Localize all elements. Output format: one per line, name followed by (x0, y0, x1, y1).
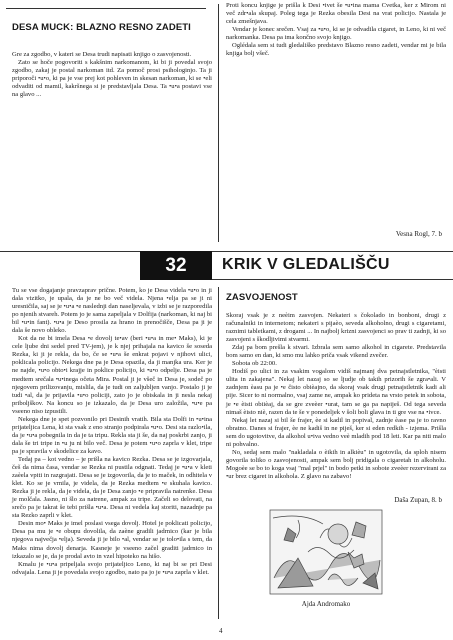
paragraph: Gre za zgodbo, v kateri se Desa trudi napisati knjigo o zasvojenosti. (12, 51, 192, 58)
article-body-krik (12, 287, 212, 577)
section-title: KRIK V GLEDALIŠČU (222, 256, 390, 273)
paragraph: Zdaj pa bom prešla k stvari. Izbrala sem samo alkohol in cigarete. Predstavila bom samo en dan, ki smo mu lahko priča vsak vikend zvečer. (226, 344, 446, 360)
banner-rule-left (0, 251, 140, 252)
signature-vesna: Vesna Rogl, 7. b (395, 230, 442, 238)
paragraph: Zato se hoče pogovoriti s kakšnim narkomanom, ki bi ji povedal svojo zgodbo, zakaj je postal narkoman itd. Za pomoč prosi psihologinjo. Ta ji priporoči •u•o, ki pa je vse prej kot pohleven in skesan narkoman, ki se •eli odvaditi od mamil, kakršnega si je predstavljala Desa. Ta •u•a postavi vse na glavo ... (12, 59, 212, 99)
paragraph: Hodiš po ulici in za vsakim vogalom vidiš najmanj dva petnajstletnika, "èisti ulita in zakajena". Nekaj let nazaj so se ljudje ob takih prizorih še zgra•ali. V zadnjem èasu pa je •e čisto obièajno, da skoraj vsak drugi petnajstletnik kadi ali pije. Sicer to ni normalno, vsaj zame ne, ampak ko prideta na vrsto petek in sobota, je •e èisti obiièaj, da se gre zveèer •urat, tam se ga pa napiješ. Od tega seveda nimaš èisto niè, razen da te še v ponedeljek v šoli boli glava in ti gre vse na •ivce. (226, 368, 446, 416)
banner-rule-right-bottom (212, 279, 453, 280)
article-body-blazno-resno (12, 51, 212, 99)
page-number: 4 (219, 627, 223, 635)
paragraph: Nekaj let nazaj si bil še frajer, èe si kadil in popival, zadnje èase pa je to ravno obratno. Danes si frajer, èe ne kadiš in ne piješ, ker si eden redkih - izjema. Prišla sem do ugotovitve, da alkohol u•iva vedno veè mladih pod 18 leti. Kar pa niti malo ni pohvalno. (226, 416, 446, 448)
paragraph: Desin mo• Maks je imel poslasi vsega dovolj. Hotel je poklicati policijo, Desa pa mu je •e obupu dovolila, da zaène gradili jadrnico (kar je bila njegova največja •elja). Seveda ji je bilo •al, vendar se je tolo•ila s tem, da Maks nima dovolj denarja. Kasneje je vseeno začel graditi jadrnico in izkazalo se je, da je prodal avto in vzel hipoteko na hišo. (12, 520, 212, 560)
article-body-zasvojenost (226, 312, 446, 481)
top-rule-left (6, 8, 206, 9)
article-heading-zasvojenost: ZASVOJENOST (226, 292, 298, 303)
paragraph: Skoraj vsak je z neèim zasvojen. Nekateri s čokolado in bonboni, drugi z računalniki in internetom; nekateri s pijaèo, seveda alkoholno, drugi s cigaretami, raznimi tabletkami, z drogami ... In najbolj krizni zasvojenci so prav ti zadnji, ki so zasvojeni s škodljivimi stvarmi. (226, 312, 446, 344)
paragraph: Oglédala sem si tudi gledališko predstavo Blazno resno zadeti, vendar mi je bila knjiga bolj všeč. (226, 42, 446, 58)
paragraph: Proti koncu knjige je prišla k Desi •ivet še •u•ina mama Cvetka, ker z Mirom ni več zdr•ala skupaj. Poleg tega je Rezka obesila Desi na vrat policijo. Nastala je cela zmešnjava. (226, 2, 446, 26)
column-divider-top (218, 4, 219, 242)
paragraph: Nekega dne je spet pozvonilo pri Desinih vratih. Bila sta Dolfi in •u•ina prijateljica Lena, ki sta vsak z eno stranjo podpirala •u•o. Desi sta razlo•ila, da je •u•a pobegnila in da je ta tripu. Rekla sta ji še, da naj poskrbi zanjo, ji dala še tri tripe in •u ju ni bilo več. Desa je potem •u•o zaprla v klet, tripe pa je spravila v skodelice za kavo. (12, 415, 212, 455)
paragraph: Kot da ne bi imela Desa •e dovolj te•av (beri •u•a in me• Maks), ki je cele ljube dni sedel pred TV-jem), je k njej prihajala na kavico še soseda Rezka, ki ji je rekla, da bo, če se •u•a še enkrat pojavi v njihovi ulici, poklicala policijo. Nekega dne pa je Desa opazila, da ji manjka ura. Ker je ne najde, •u•o obto•i krajje in poklice policijo, ki •u•o odpelje. Desa pa je medtem srečala •u•inega očeta Mira. Postal ji je všeč in Desa je, sodeč po njegovem prilizovanju, mislila, da je tudi on zaljubljen vanjo. Postalo ji je tudi •al, da je prijavila •u•o policiji, zato jo je obiskala in ji nesla nekaj priboljškov. Na koncu so je izkazalo, da je Desa uro založila, •u•e pa vseeno niso izpustili. (12, 335, 212, 415)
article-heading-blazno-resno: DESA MUCK: BLAZNO RESNO ZADETI (12, 22, 191, 33)
paragraph: Kmalu je •u•a pripeljala svojo prijateljico Leno, ki naj bi se pri Desi odvajala. Lena ji je povedala svojo zgodbo, nato pa jo je •u•a zaprla v klet. (12, 560, 212, 576)
paragraph: Sobota ob 22:00. (232, 360, 277, 368)
paragraph: No, sedaj sem malo "nakladala o èikih in alkièu" in ugotovila, da sploh nisem govorila toliko o zasvojenosti, ampak sem bolj pridigala o cigaretah in alkoholu. Mogoèe se bo to koga vsaj "mal prjel" in bodo petki in sobote zveèer rezervirani za •ur brez cigaret in alkohola. Z glavo na zabavo! (226, 448, 446, 480)
paragraph: Tu se vse dogajanje pravzaprav prične. Potem, ko je Desa videla •u•o in ji dala vizitko, je upala, da je ne bo več videla. Njena •elja pa se ji ni uresničila, saj se je •u•a •e naslednji dan naseljevala, v izbi se je razporedila po njenih stvareh. Potem jo je sama zapeljala v Dolfija (narkoman, ki naj bi bil •u•in fant). •u•a je Deso prosila za hrano in prenočišče, Desa pa ji je dala še novo obleko. (12, 287, 212, 335)
column-divider-bottom (218, 287, 219, 619)
drawing-caption: Ajda Andromako (301, 600, 351, 608)
signature-dasa: Daša Zupan, 8. b (394, 496, 442, 504)
student-drawing (268, 508, 384, 596)
paragraph: Tedaj pa – kot vedno – je prišla na kavico Rezka. Desa se je izgovarjala, češ da nima časa, vendar se Rezka ni pustila odgnati. Tedaj je •u•a v kleti zaèela vpiti in razgrajati. Desa se je izgovorila, da je to maček, in odhitela v klet. Ko se je vrnila, je videla, da je Rezka medtem •e skuhala kavico. Rezka ji je rekla, da je videla, da je Desa zanjo •e pripravila natrenke. Desa je molčala. Jasno, ni šlo za natrene, ampak za tripe. Začeli so delovati, na srečo pa je takrat še tebi prišla •u•a. Desa ni vedela kaj storiti, nazadnje pa sta Rezko zaprli v klet. (12, 455, 212, 520)
article-body-review-end (226, 2, 446, 58)
paragraph: Vendar je konec srečen. Vsaj za •u•o, ki se je odvadila cigaret, in Leno, ki ni več narkomanka. Desa pa ima končno svojo knjigo. (226, 26, 446, 42)
section-number: 32 (140, 251, 212, 280)
banner-rule-right-top (212, 251, 453, 252)
